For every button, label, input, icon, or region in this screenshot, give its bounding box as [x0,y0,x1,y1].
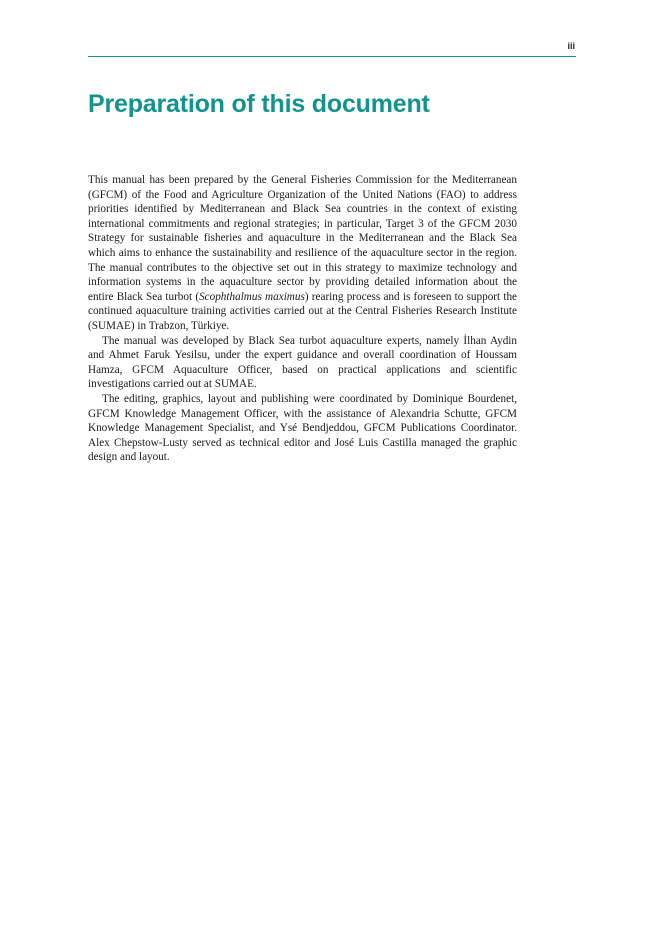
paragraph-1 [88,173,517,334]
paragraph-3: The editing, graphics, layout and publishing were coordinated by Dominique Bourdenet, GFCM Knowledge Management Officer, with the assistance of Alexandria Schutte, GFCM Knowledge Management Specialist, and Ysé Bendjeddou, GFCM Publications Coordinator. Alex Chepstow-Lusty served as technical editor and José Luis Castilla managed the graphic design and layout. [88,392,517,464]
paragraph-1-part1: This manual has been prepared by the General Fisheries Commission for the Mediterranean (GFCM) of the Food and Agriculture Organization of the United Nations (FAO) to address priorities identified by Mediterranean and Black Sea countries in the context of existing international commitments and regional strategies; in particular, Target 3 of the GFCM 2030 Strategy for sustainable fisheries and aquaculture in the Mediterranean and the Black Sea which aims to enhance the sustainability and resilience of the aquaculture sector in the region. The manual contributes to the objective set out in this strategy to maximize technology and information systems in the aquaculture sector by providing detailed information about the entire Black Sea turbot ( [88,174,517,303]
body-text [88,173,517,465]
header-rule [88,56,576,57]
page-number: iii [567,41,575,51]
paragraph-2: The manual was developed by Black Sea turbot aquaculture experts, namely İlhan Aydin and Ahmet Faruk Yesilsu, under the expert guidance and overall coordination of Houssam Hamza, GFCM Aquaculture Officer, based on practical applications and scientific investigations carried out at SUMAE. [88,334,517,391]
species-name: Scophthalmus maximus [199,290,305,303]
paragraph-1-part2: ) rearing process and is foreseen to support the continued aquaculture training activities carried out at the Central Fisheries Research Institute (SUMAE) in Trabzon, Türkiye. [88,290,518,332]
page-title: Preparation of this document [88,90,430,118]
